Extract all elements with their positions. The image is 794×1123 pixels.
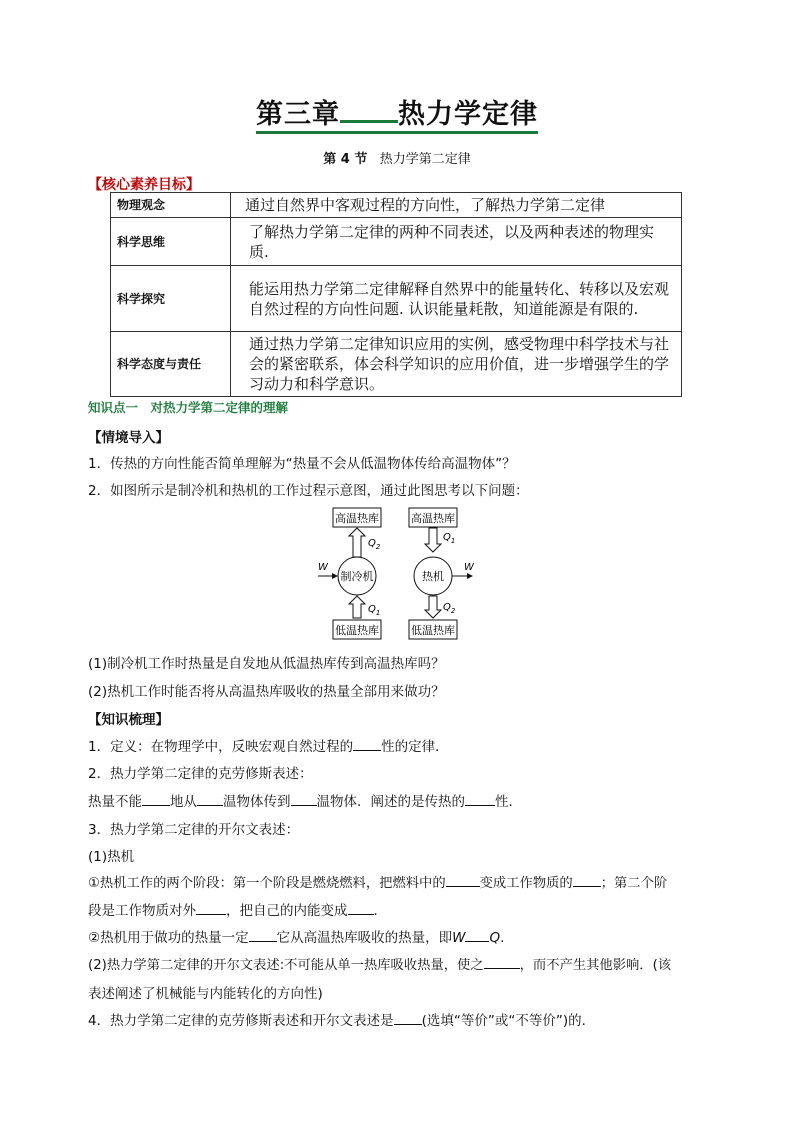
review-line-5: (1)热机 [88, 849, 135, 865]
high-reservoir-label: 高温热库 [335, 512, 379, 525]
answer-blank[interactable] [465, 929, 489, 942]
answer-blank[interactable] [197, 793, 223, 806]
intro-question-1: 1．传热的方向性能否简单理解为“热量不会从低温物体传给高温物体”？ [88, 456, 516, 472]
answer-blank[interactable] [484, 956, 520, 969]
answer-blank[interactable] [196, 902, 226, 915]
q-label: $Q_2$ [443, 602, 456, 615]
section-subtitle: 第 4 节 热力学第二定律 [323, 152, 471, 167]
engine-lower-arrow [425, 596, 441, 618]
answer-blank[interactable] [465, 793, 495, 806]
q-label: $Q_1$ [443, 532, 456, 545]
review-line-4: 3．热力学第二定律的开尔文表述： [88, 822, 300, 838]
goal-value: 能运用热力学第二定律解释自然界中的能量转化、转移以及宏观自然过程的方向性问题. 认识能量耗散，知道能源是有限的. [231, 266, 682, 332]
intro-sub-question-1: (1)制冷机工作时热量是自发地从低温热库传到高温热库吗？ [88, 656, 445, 672]
answer-blank[interactable] [291, 793, 317, 806]
q-label: $Q_1$ [368, 604, 381, 617]
low-reservoir-label: 低温热库 [335, 624, 379, 637]
table-row [111, 218, 682, 266]
table-row [111, 266, 682, 332]
answer-blank[interactable] [348, 902, 374, 915]
w-label: W [464, 562, 474, 573]
answer-blank[interactable] [394, 1012, 422, 1025]
review-line-11: 4．热力学第二定律的克劳修斯表述和开尔文表述是 (选填“等价”或“不等价”)的． [88, 1013, 596, 1029]
fridge-label: 制冷机 [340, 570, 374, 583]
goals-table [110, 192, 682, 397]
engine-down-arrow [425, 528, 441, 552]
answer-blank[interactable] [446, 874, 480, 887]
fridge-engine-diagram [312, 506, 482, 642]
answer-blank[interactable] [353, 738, 381, 751]
intro-heading: 【情境导入】 [88, 430, 169, 446]
review-line-6: ①热机工作的两个阶段：第一个阶段是燃烧燃料，把燃料中的 变成工作物质的 ；第二个阶 [88, 876, 668, 891]
review-line-1: 1．定义：在物理学中，反映宏观自然过程的 性的定律． [88, 739, 449, 755]
w-label: W [318, 562, 328, 573]
goal-key: 物理观念 [111, 193, 231, 218]
goals-heading: 【核心素养目标】 [88, 177, 200, 193]
answer-blank[interactable] [249, 929, 277, 942]
goal-value: 通过自然界中客观过程的方向性，了解热力学第二定律 [231, 193, 682, 218]
intro-question-2: 2．如图所示是制冷机和热机的工作过程示意图，通过此图思考以下问题： [88, 483, 529, 499]
intro-sub-question-2: (2)热机工作时能否将从高温热库吸收的热量全部用来做功？ [88, 684, 445, 700]
fridge-lower-arrow [349, 596, 365, 618]
review-line-10: 表述阐述了机械能与内能转化的方向性) [88, 986, 323, 1002]
review-heading: 【知识梳理】 [88, 712, 169, 728]
table-row [111, 193, 682, 218]
low-reservoir-label: 低温热库 [411, 624, 455, 637]
answer-blank[interactable] [573, 874, 601, 887]
answer-blank[interactable] [142, 793, 170, 806]
goal-key: 科学思维 [111, 218, 231, 266]
high-reservoir-label: 高温热库 [411, 512, 455, 525]
chapter-title: 第三章 热力学定律 [0, 92, 794, 131]
review-line-8: ②热机用于做功的热量一定 它从高温热库吸收的热量，即W Q. [88, 930, 505, 946]
review-line-7: 段是工作物质对外 ，把自己的内能变成 ． [88, 903, 387, 919]
knowledge-point-heading: 知识点一 对热力学第二定律的理解 [88, 400, 289, 415]
engine-label: 热机 [422, 570, 444, 583]
q-label: $Q_2$ [368, 538, 381, 551]
table-row [111, 332, 682, 397]
review-line-9: (2)热力学第二定律的开尔文表述:不可能从单一热库吸收热量，使之 ，而不产生其他影响．(该 [88, 958, 672, 973]
goal-value: 通过热力学第二定律知识应用的实例，感受物理中科学技术与社会的紧密联系，体会科学知识的应用价值，进一步增强学生的学习动力和科学意识。 [231, 332, 682, 397]
goal-key: 科学探究 [111, 266, 231, 332]
fridge-up-arrow [349, 528, 365, 557]
review-line-2: 2．热力学第二定律的克劳修斯表述： [88, 766, 313, 782]
review-line-3: 热量不能 地从 温物体传到 温物体．阐述的是传热的 性． [88, 794, 522, 810]
goal-key: 科学态度与责任 [111, 332, 231, 397]
goal-value: 了解热力学第二定律的两种不同表述，以及两种表述的物理实质. [231, 218, 682, 266]
